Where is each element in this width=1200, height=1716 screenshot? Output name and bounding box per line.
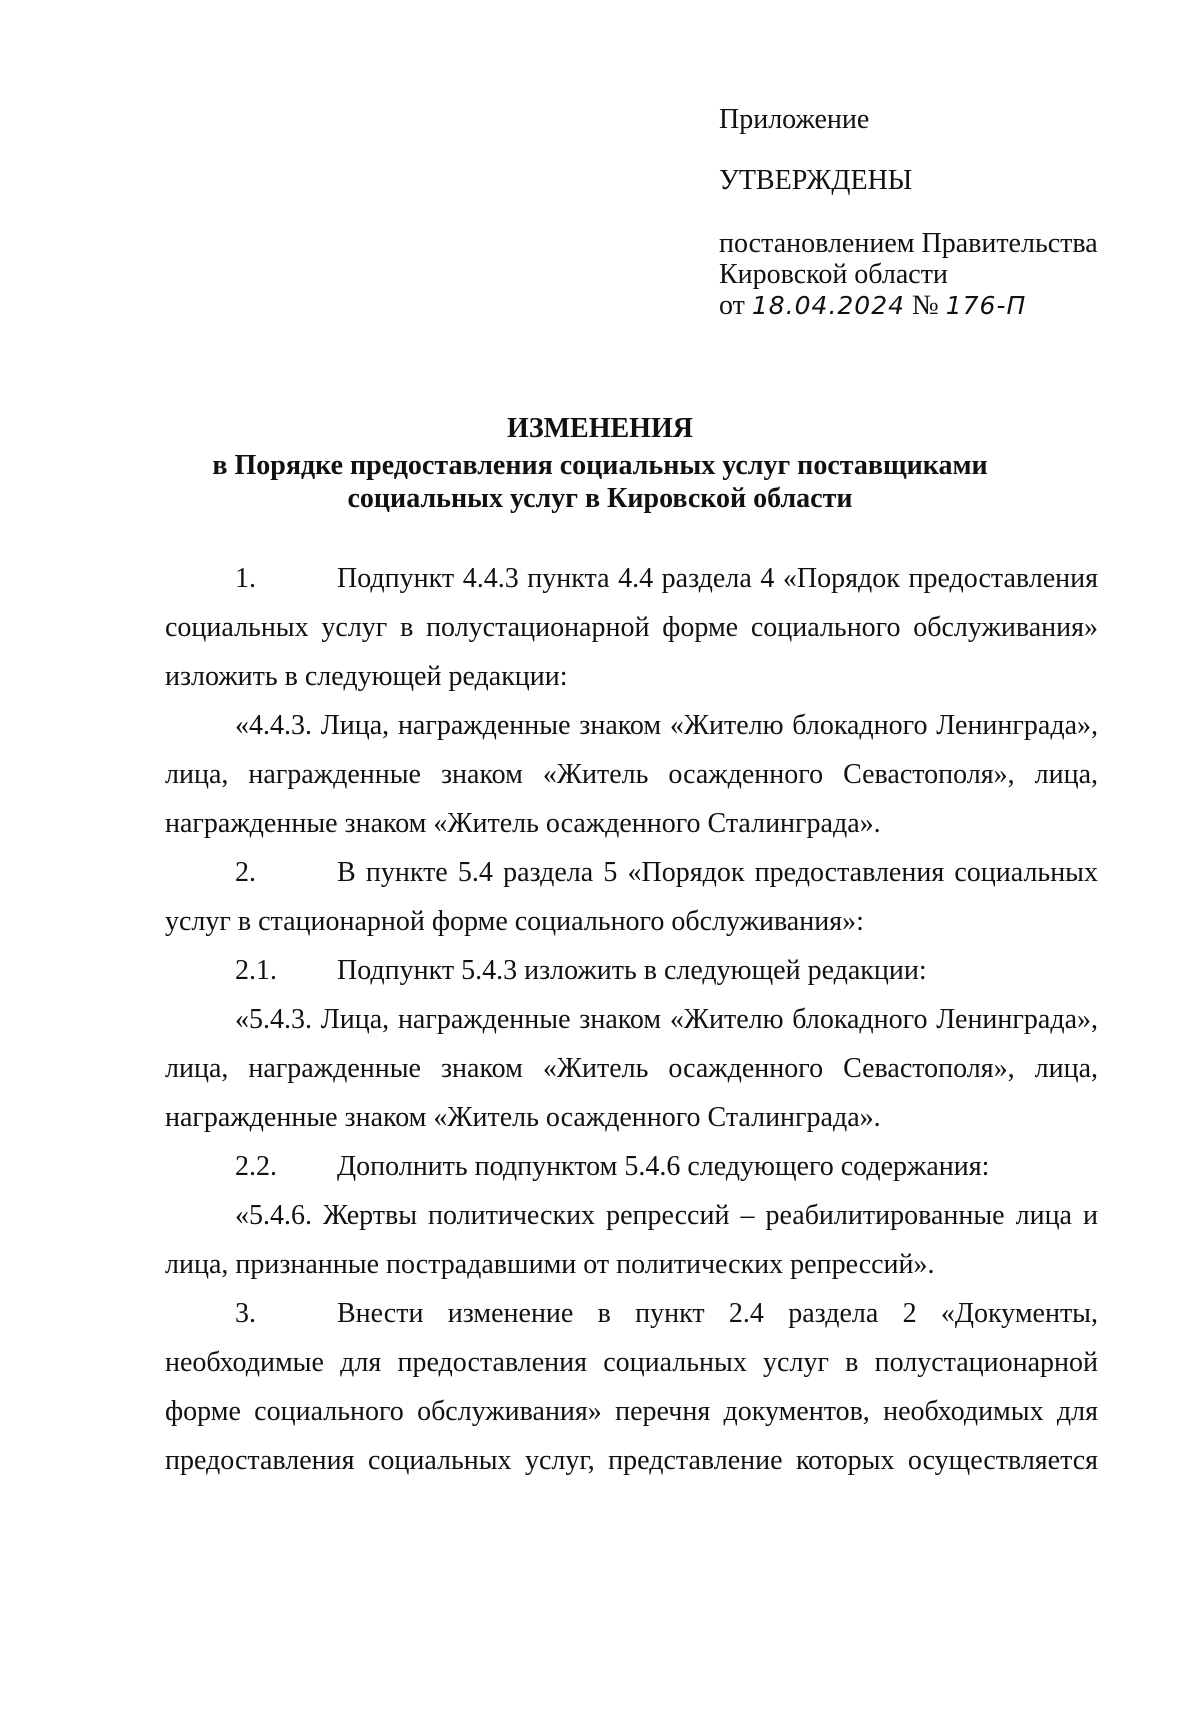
item-2-1-quote: «5.4.3. Лица, награжденные знаком «Жителю блокадного Ленинграда», лица, награжденные знаком «Житель осажденного Севастополя», лица, награжденные знаком «Житель осажденного Сталинграда». [165, 1004, 1098, 1133]
item-2-1-number: 2.1. [235, 955, 277, 986]
item-2-number: 2. [235, 857, 256, 888]
title-line-2: в Порядке предоставления социальных услуг поставщиками [212, 450, 988, 481]
approved-label: УТВЕРЖДЕНЫ [719, 165, 913, 196]
item-3-text: Внести изменение в пункт 2.4 раздела 2 «Документы, необходимые для предоставления социальных услуг в полустационарной форме социального обслуживания» перечня документов, необходимых для предоставления социальных услуг, представление которых осуществляется [165, 1298, 1098, 1476]
item-1-text: Подпункт 4.4.3 пункта 4.4 раздела 4 «Порядок предоставления социальных услуг в полустационарной форме социального обслуживания» изложить в следующей редакции: [165, 563, 1098, 692]
item-2 [165, 848, 1098, 946]
item-1-quote: «4.4.3. Лица, награжденные знаком «Жителю блокадного Ленинграда», лица, награжденные знаком «Житель осажденного Севастополя», лица, награжденные знаком «Житель осажденного Сталинграда». [165, 710, 1098, 839]
document-title [0, 412, 1200, 515]
from-label: от [719, 290, 745, 321]
item-2-1-text: Подпункт 5.4.3 изложить в следующей редакции: [337, 955, 927, 986]
item-3-number: 3. [235, 1298, 256, 1329]
item-2-1 [165, 946, 1098, 995]
item-1-number: 1. [235, 563, 256, 594]
title-line-3: социальных услуг в Кировской области [347, 483, 853, 514]
item-2-2-quote: «5.4.6. Жертвы политических репрессий – реабилитированные лица и лица, признанные пострадавшими от политических репрессий». [165, 1200, 1098, 1280]
handwritten-date: 18.04.2024 [751, 291, 906, 320]
title-main: ИЗМЕНЕНИЯ [507, 413, 693, 444]
decree-line-1: постановлением Правительства [719, 228, 1098, 259]
item-3 [165, 1289, 1098, 1485]
appendix-label: Приложение [719, 104, 870, 135]
number-label: № [912, 290, 939, 321]
approval-block [719, 104, 1098, 321]
document-body [165, 554, 1098, 1485]
item-1 [165, 554, 1098, 701]
item-2-2-text: Дополнить подпунктом 5.4.6 следующего содержания: [337, 1151, 990, 1182]
decree-line-2: Кировской области [719, 259, 948, 290]
handwritten-number: 176-П [945, 291, 1027, 320]
decree-date-number [719, 290, 1098, 321]
item-2-2 [165, 1142, 1098, 1191]
item-2-text: В пункте 5.4 раздела 5 «Порядок предоставления социальных услуг в стационарной форме социального обслуживания»: [165, 857, 1098, 937]
item-2-2-number: 2.2. [235, 1151, 277, 1182]
